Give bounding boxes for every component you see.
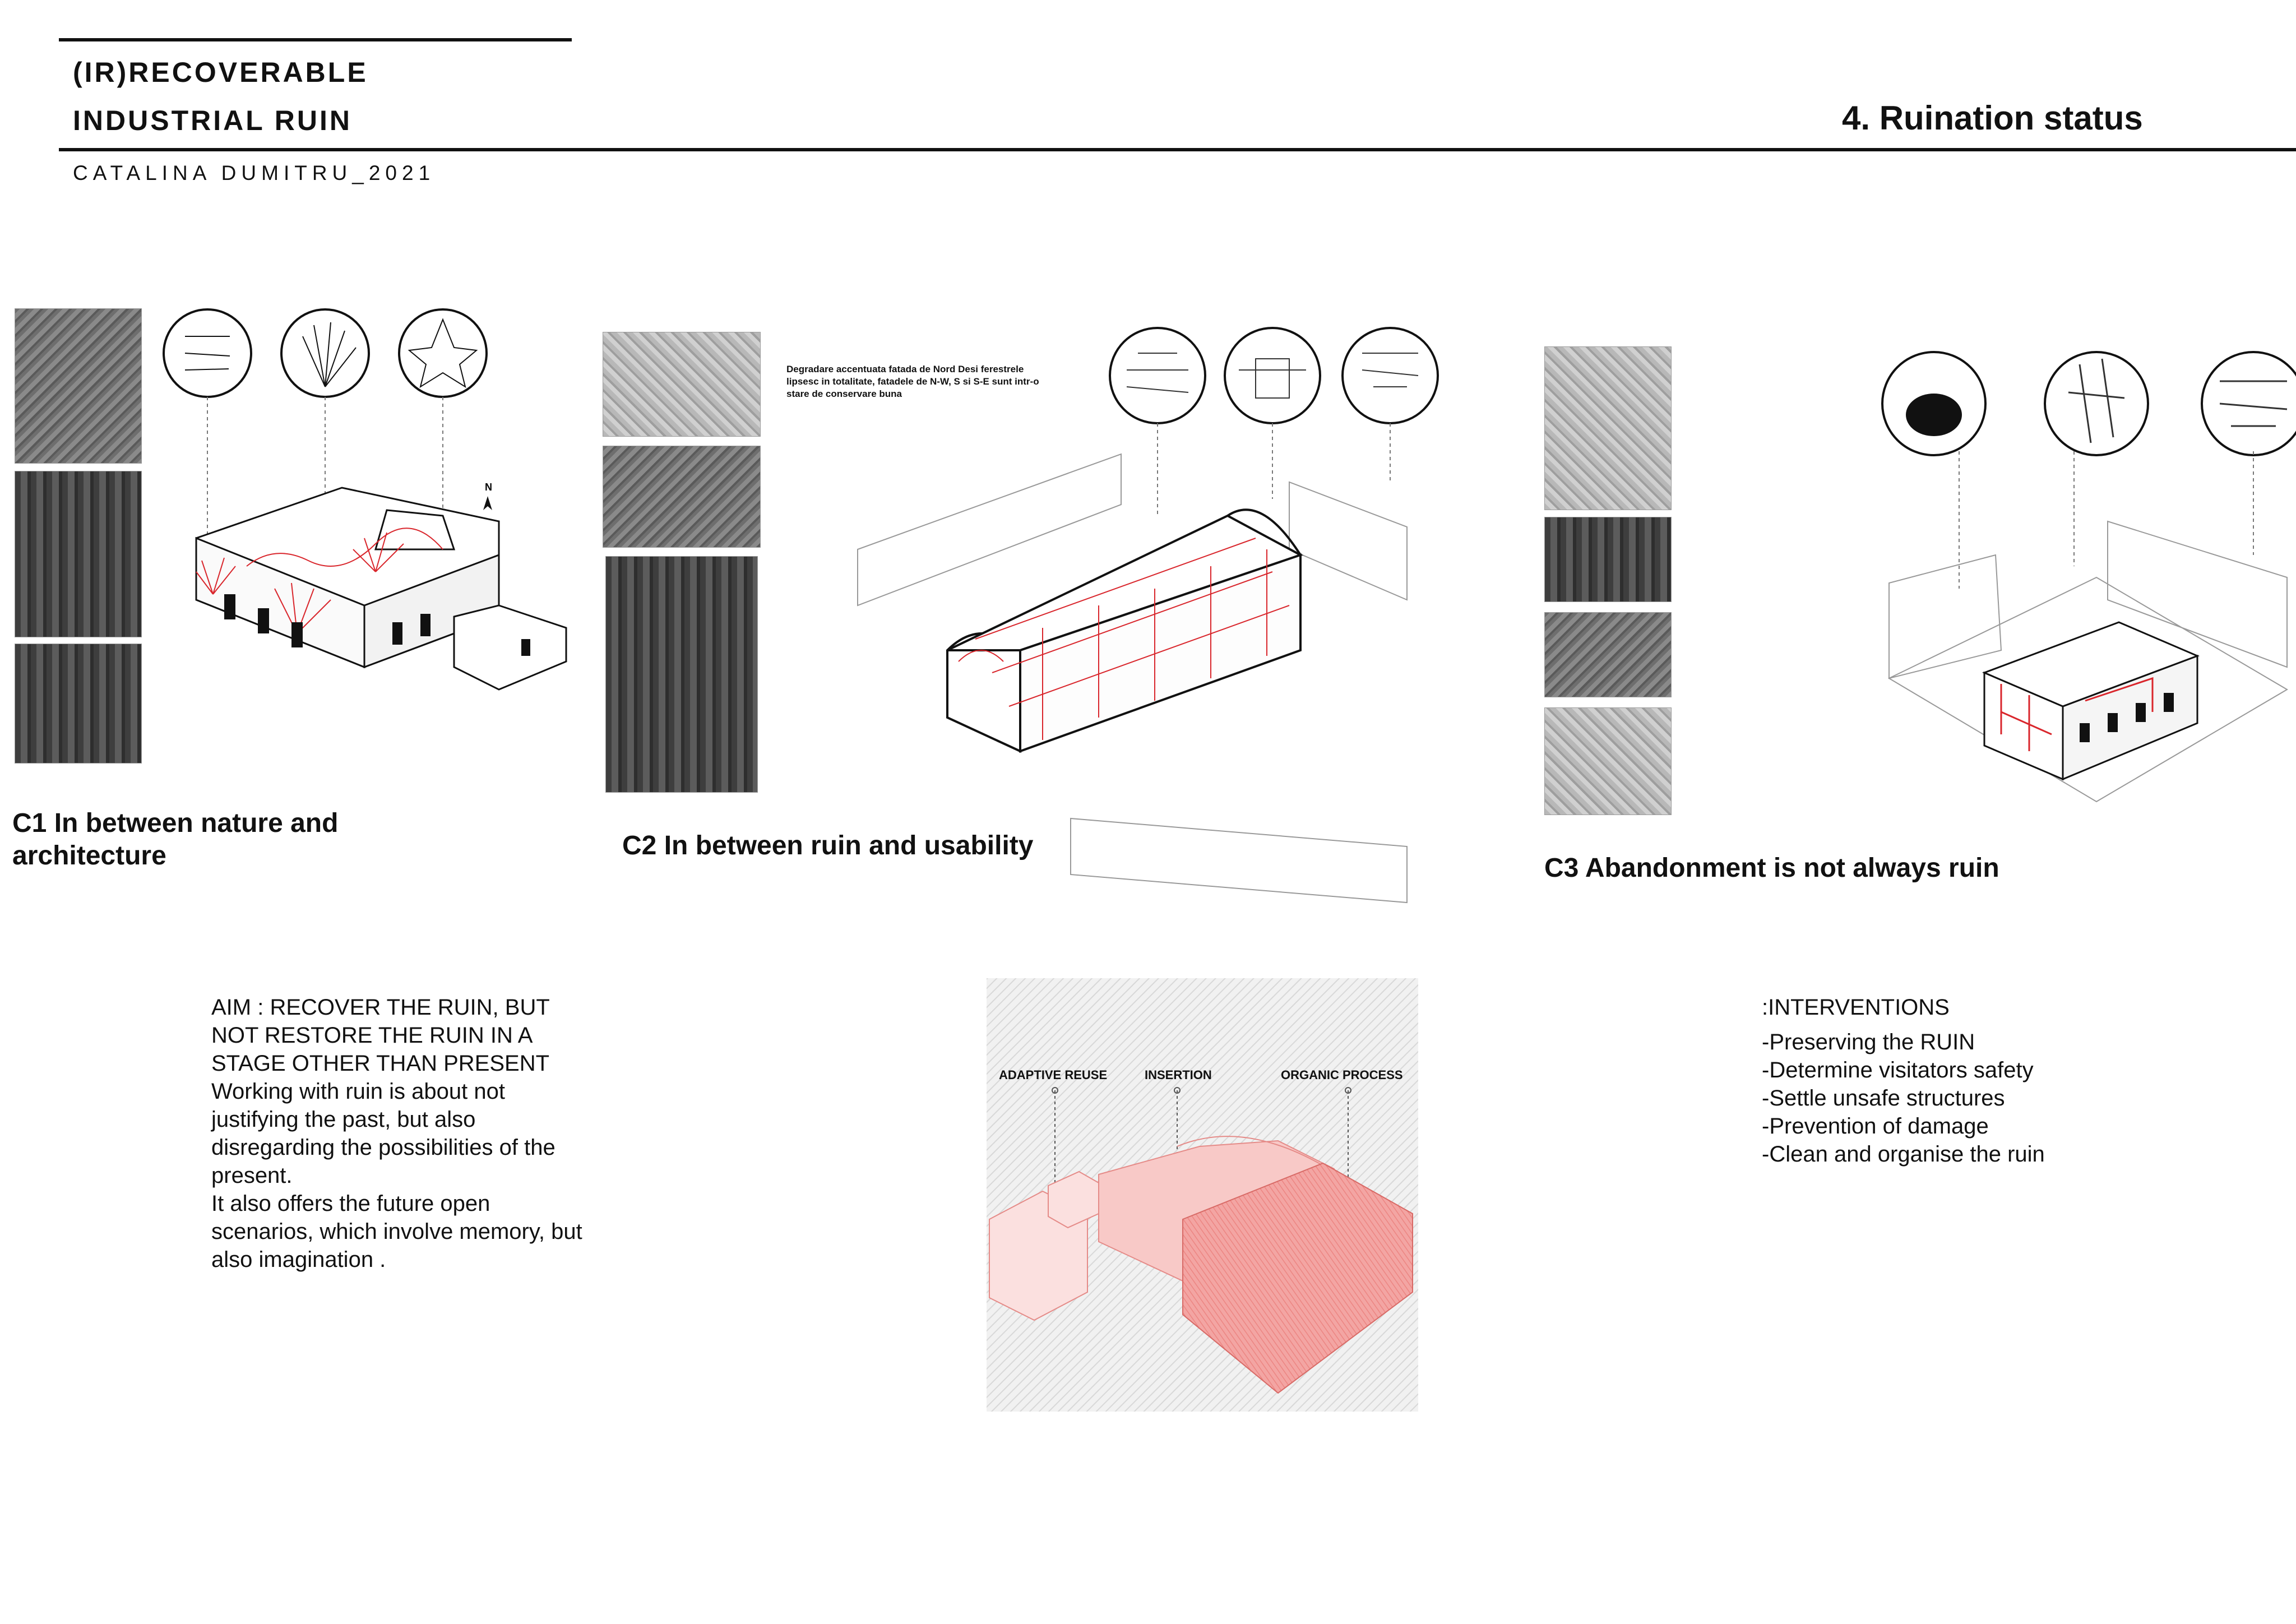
- c3-detail-hole: [1906, 394, 1962, 436]
- project-title-line-1: (IR)RECOVERABLE: [73, 57, 368, 88]
- header-main-rule: [59, 148, 2296, 151]
- project-title-line-2: INDUSTRIAL RUIN: [73, 105, 352, 136]
- aim-body-line-1: Working with ruin is about not: [211, 1079, 505, 1104]
- north-arrow-icon: [483, 496, 492, 510]
- intervention-diagram: [987, 978, 1418, 1412]
- aim-body-line-7: also imagination .: [211, 1247, 386, 1272]
- case-1-title: C1 In between nature and architecture: [12, 808, 339, 871]
- c2-detail-circle-3: [1343, 328, 1438, 423]
- aim-body-line-2: justifying the past, but also: [211, 1107, 476, 1132]
- author-label: CATALINA DUMITRU_2021: [73, 161, 436, 184]
- interventions-list: [1762, 993, 2045, 1168]
- c1-axonometric-drawing: [163, 303, 594, 751]
- north-arrow-label: N: [485, 482, 492, 493]
- c3-photo-facade: [1544, 612, 1672, 697]
- c3-photo-corridor: [1544, 517, 1672, 602]
- aim-text-block: [211, 993, 649, 1274]
- aim-body-line-4: present.: [211, 1163, 293, 1188]
- c1-detail-circle-wall: [164, 309, 251, 397]
- c3-axonometric-drawing: [1872, 342, 2296, 824]
- c1-photo-interior: [15, 644, 142, 764]
- c2-photo-facade: [603, 332, 761, 437]
- c3-detail-circle-2: [2045, 352, 2148, 455]
- interventions-heading: :INTERVENTIONS: [1762, 995, 1950, 1020]
- intervention-item-3: -Settle unsafe structures: [1762, 1086, 2005, 1111]
- c3-photo-building: [1544, 707, 1672, 815]
- c2-degradation-note: Degradare accentuata fatada de Nord Desi ferestrele lipsesc in totalitate, fatadele de N-W, S si S-E sunt intr-o stare de conservare buna: [786, 364, 1039, 399]
- c3-detail-circle-3: [2202, 352, 2296, 455]
- intervention-diagram-svg: [987, 978, 1418, 1412]
- c2-photo-ruin-wall: [605, 556, 758, 793]
- c2-detail-circle-1: [1110, 328, 1205, 423]
- label-organic-process: ORGANIC PROCESS: [1281, 1068, 1403, 1082]
- section-title: 4. Ruination status: [1842, 99, 2143, 137]
- label-adaptive-reuse: ADAPTIVE REUSE: [999, 1068, 1108, 1082]
- aim-heading-line-2: NOT RESTORE THE RUIN IN A: [211, 1023, 533, 1048]
- header-top-rule: [59, 38, 572, 41]
- case-2-title: C2 In between ruin and usability: [622, 831, 1034, 860]
- intervention-item-1: -Preserving the RUIN: [1762, 1030, 1975, 1054]
- case-3-title: C3 Abandonment is not always ruin: [1544, 853, 1999, 883]
- intervention-item-4: -Prevention of damage: [1762, 1114, 1989, 1139]
- c1-photo-facade: [15, 308, 142, 464]
- c3-photo-hall: [1544, 346, 1672, 510]
- intervention-item-2: -Determine visitators safety: [1762, 1058, 2034, 1082]
- intervention-item-5: -Clean and organise the ruin: [1762, 1142, 2045, 1167]
- aim-body-line-3: disregarding the possibilities of the: [211, 1135, 556, 1160]
- label-insertion: INSERTION: [1145, 1068, 1212, 1082]
- c2-detail-circle-2: [1225, 328, 1320, 423]
- aim-heading-line-3: STAGE OTHER THAN PRESENT: [211, 1051, 550, 1076]
- aim-body-line-5: It also offers the future open: [211, 1191, 490, 1216]
- aim-heading-line-1: AIM : RECOVER THE RUIN, BUT: [211, 995, 550, 1020]
- c1-photo-vegetation: [15, 471, 142, 637]
- aim-body-line-6: scenarios, which involve memory, but: [211, 1219, 582, 1244]
- c2-photo-vault: [603, 446, 761, 548]
